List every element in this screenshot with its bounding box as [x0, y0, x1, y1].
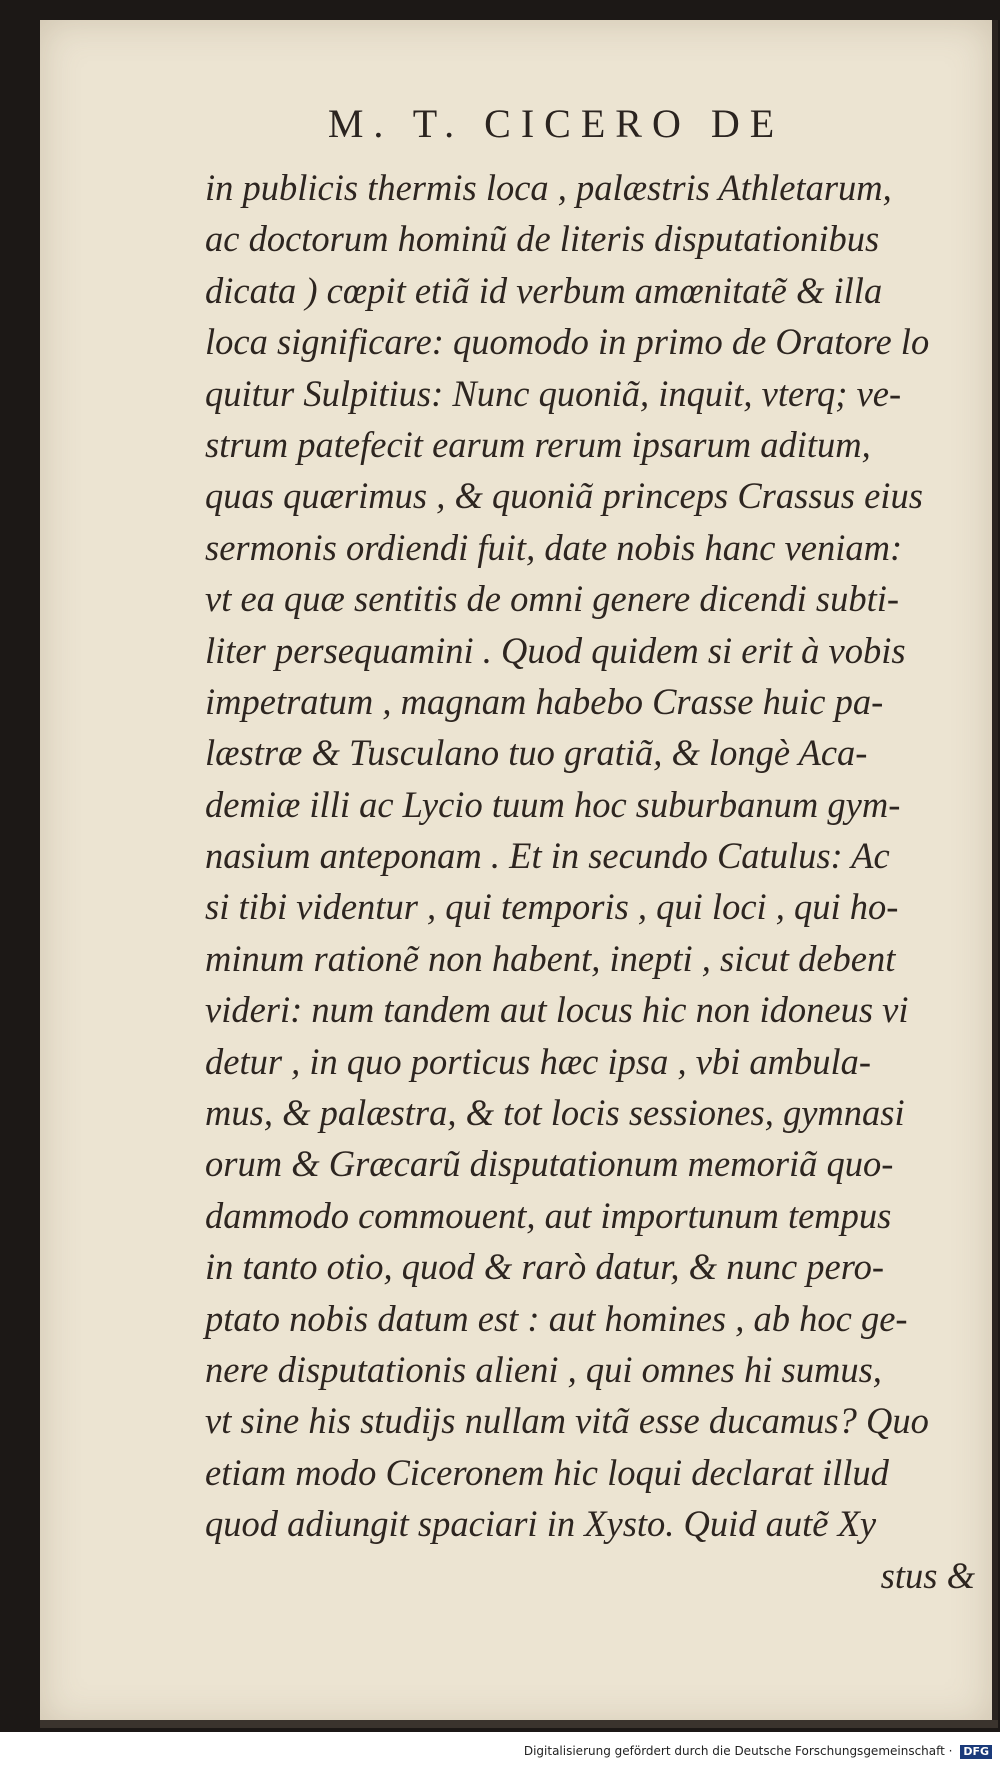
text-line: videri: num tandem aut locus hic non idoneus vi [205, 989, 909, 1031]
page-edge [40, 1720, 998, 1728]
text-line: dammodo commouent, aut importunum tempus [205, 1194, 892, 1236]
text-line: quod adiungit spaciari in Xysto. Quid autẽ Xy [205, 1503, 877, 1545]
text-line: sermonis ordiendi fuit, date nobis hanc veniam: [205, 526, 903, 568]
text-line: loca significare: quomodo in primo de Oratore lo [205, 321, 930, 363]
text-line: orum & Græcarũ disputationum memoriã quo- [205, 1143, 894, 1185]
text-line: ac doctorum hominũ de literis disputationibus [205, 218, 880, 260]
text-line: in tanto otio, quod & rarò datur, & nunc pero- [205, 1246, 884, 1288]
dfg-logo: DFG [960, 1745, 992, 1759]
text-line: vt sine his studijs nullam vitã esse ducamus? Quo [205, 1400, 929, 1442]
text-line: ptato nobis datum est : aut homines , ab hoc ge- [205, 1297, 908, 1339]
text-line: quas quærimus , & quoniã princeps Crassus eius [205, 475, 923, 517]
text-line: mus, & palæstra, & tot locis sessiones, gymnasi [205, 1092, 905, 1134]
text-line: si tibi videntur , qui temporis , qui loci , qui ho- [205, 886, 899, 928]
text-block [205, 162, 995, 1601]
text-line: liter persequamini . Quod quidem si erit à vobis [205, 629, 906, 671]
catchword: stus & [880, 1554, 975, 1596]
text-line: nere disputationis alieni , qui omnes hi sumus, [205, 1348, 882, 1390]
text-line: in publicis thermis loca , palæstris Athletarum, [205, 167, 892, 208]
text-line: vt ea quæ sentitis de omni genere dicendi subti- [205, 578, 900, 620]
text-line: demiæ illi ac Lycio tuum hoc suburbanum gym- [205, 783, 901, 825]
text-line: impetratum , magnam habebo Crasse huic pa- [205, 680, 884, 722]
book-page [40, 20, 998, 1726]
running-header: M. T. CICERO DE [327, 101, 785, 146]
text-line: quitur Sulpitius: Nunc quoniã, inquit, vterq; ve- [205, 372, 902, 414]
text-line: strum patefecit earum rerum ipsarum aditum, [205, 423, 871, 465]
text-line: detur , in quo porticus hæc ipsa , vbi ambula- [205, 1040, 872, 1082]
text-line: dicata ) cœpit etiã id verbum amœnitatẽ & illa [205, 269, 883, 311]
text-line: etiam modo Ciceronem hic loqui declarat illud [205, 1451, 889, 1493]
footer-bar [0, 1732, 1000, 1770]
text-line: minum rationẽ non habent, inepti , sicut debent [205, 937, 896, 979]
text-line: læstræ & Tusculano tuo gratiã, & longè Aca- [205, 732, 868, 774]
digitization-credit: Digitalisierung gefördert durch die Deutsche Forschungsgemeinschaft · [523, 1744, 953, 1758]
text-line: nasium anteponam . Et in secundo Catulus: Ac [205, 835, 890, 877]
